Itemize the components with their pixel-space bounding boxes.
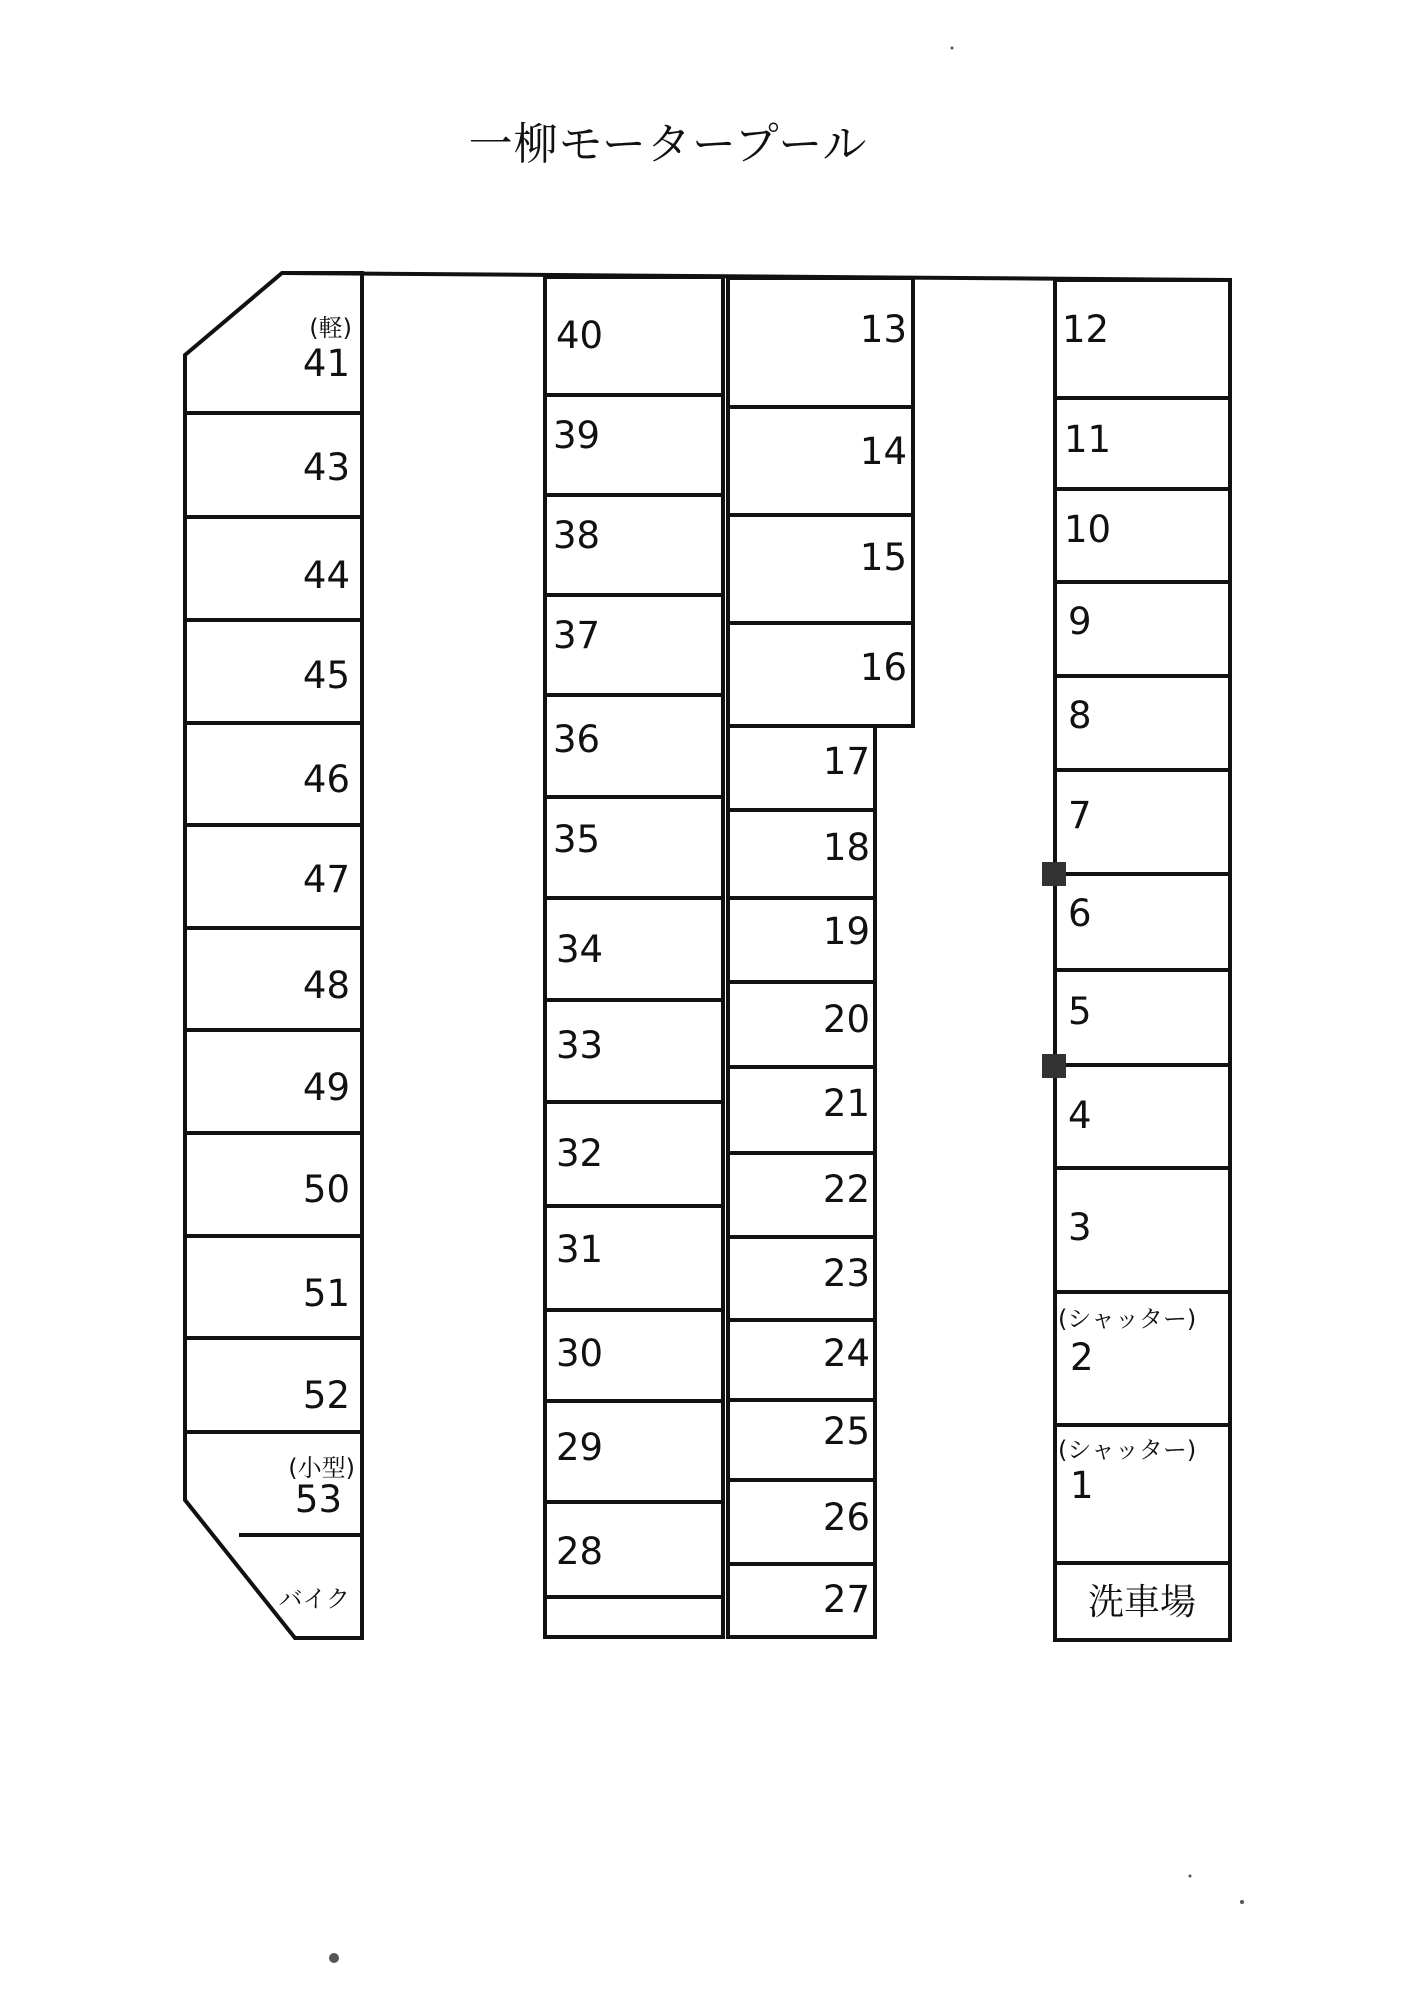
spot-1: 1: [1070, 1464, 1094, 1507]
spot-29: 29: [556, 1426, 604, 1469]
note-kogata: (小型): [288, 1454, 355, 1482]
spot-5: 5: [1068, 990, 1092, 1033]
spot-51: 51: [302, 1272, 350, 1315]
spot-8: 8: [1068, 694, 1092, 737]
spot-6: 6: [1068, 892, 1092, 935]
scan-speck: [329, 1953, 339, 1963]
spot-38: 38: [553, 514, 601, 557]
spot-39: 39: [553, 414, 601, 457]
spot-31: 31: [556, 1228, 604, 1271]
spot-23: 23: [822, 1252, 870, 1295]
spot-2: 2: [1070, 1336, 1094, 1379]
spot-34: 34: [556, 928, 604, 971]
spot-19: 19: [822, 910, 870, 953]
spot-14: 14: [859, 430, 907, 473]
spot-24: 24: [822, 1332, 870, 1375]
spot-40: 40: [556, 314, 604, 357]
spot-46: 46: [302, 758, 350, 801]
spot-35: 35: [553, 818, 601, 861]
spot-25: 25: [822, 1410, 870, 1453]
spot-45: 45: [302, 654, 350, 697]
spot-16: 16: [859, 646, 907, 689]
spot-43: 43: [302, 446, 350, 489]
spot-37: 37: [553, 614, 601, 657]
spot-3: 3: [1068, 1206, 1092, 1249]
spot-22: 22: [822, 1168, 870, 1211]
spot-33: 33: [556, 1024, 604, 1067]
pillar-marker: [1042, 862, 1066, 886]
spot-11: 11: [1064, 418, 1112, 461]
spot-32: 32: [556, 1132, 604, 1175]
page-title: 一柳モータープール: [468, 119, 868, 170]
spot-36: 36: [553, 718, 601, 761]
spot-17: 17: [822, 740, 870, 783]
note-shutter-1: (シャッター): [1058, 1436, 1197, 1464]
spot-53: 53: [294, 1478, 342, 1521]
spot-47: 47: [302, 858, 350, 901]
pillar-marker: [1042, 1054, 1066, 1078]
spot-52: 52: [302, 1374, 350, 1417]
spot-9: 9: [1068, 600, 1092, 643]
spot-28: 28: [556, 1530, 604, 1573]
spot-27: 27: [822, 1578, 870, 1621]
spot-44: 44: [302, 554, 350, 597]
spot-21: 21: [822, 1082, 870, 1125]
spot-41: 41: [302, 342, 350, 385]
spot-12: 12: [1062, 308, 1110, 351]
spot-15: 15: [859, 536, 907, 579]
scan-speck: [951, 47, 954, 50]
spot-48: 48: [302, 964, 350, 1007]
spot-50: 50: [302, 1168, 350, 1211]
spot-30: 30: [556, 1332, 604, 1375]
spot-13: 13: [859, 308, 907, 351]
note-bike: バイク: [278, 1585, 350, 1613]
spot-26: 26: [822, 1496, 870, 1539]
spot-10: 10: [1064, 508, 1112, 551]
spot-7: 7: [1068, 794, 1092, 837]
spot-20: 20: [822, 998, 870, 1041]
scan-speck: [1240, 1900, 1244, 1904]
note-kei: (軽): [309, 314, 352, 342]
scan-speck: [1189, 1875, 1192, 1878]
spot-49: 49: [302, 1066, 350, 1109]
carwash-label: 洗車場: [1087, 1582, 1197, 1623]
note-shutter-2: (シャッター): [1058, 1305, 1197, 1333]
spot-18: 18: [822, 826, 870, 869]
spot-4: 4: [1068, 1094, 1092, 1137]
